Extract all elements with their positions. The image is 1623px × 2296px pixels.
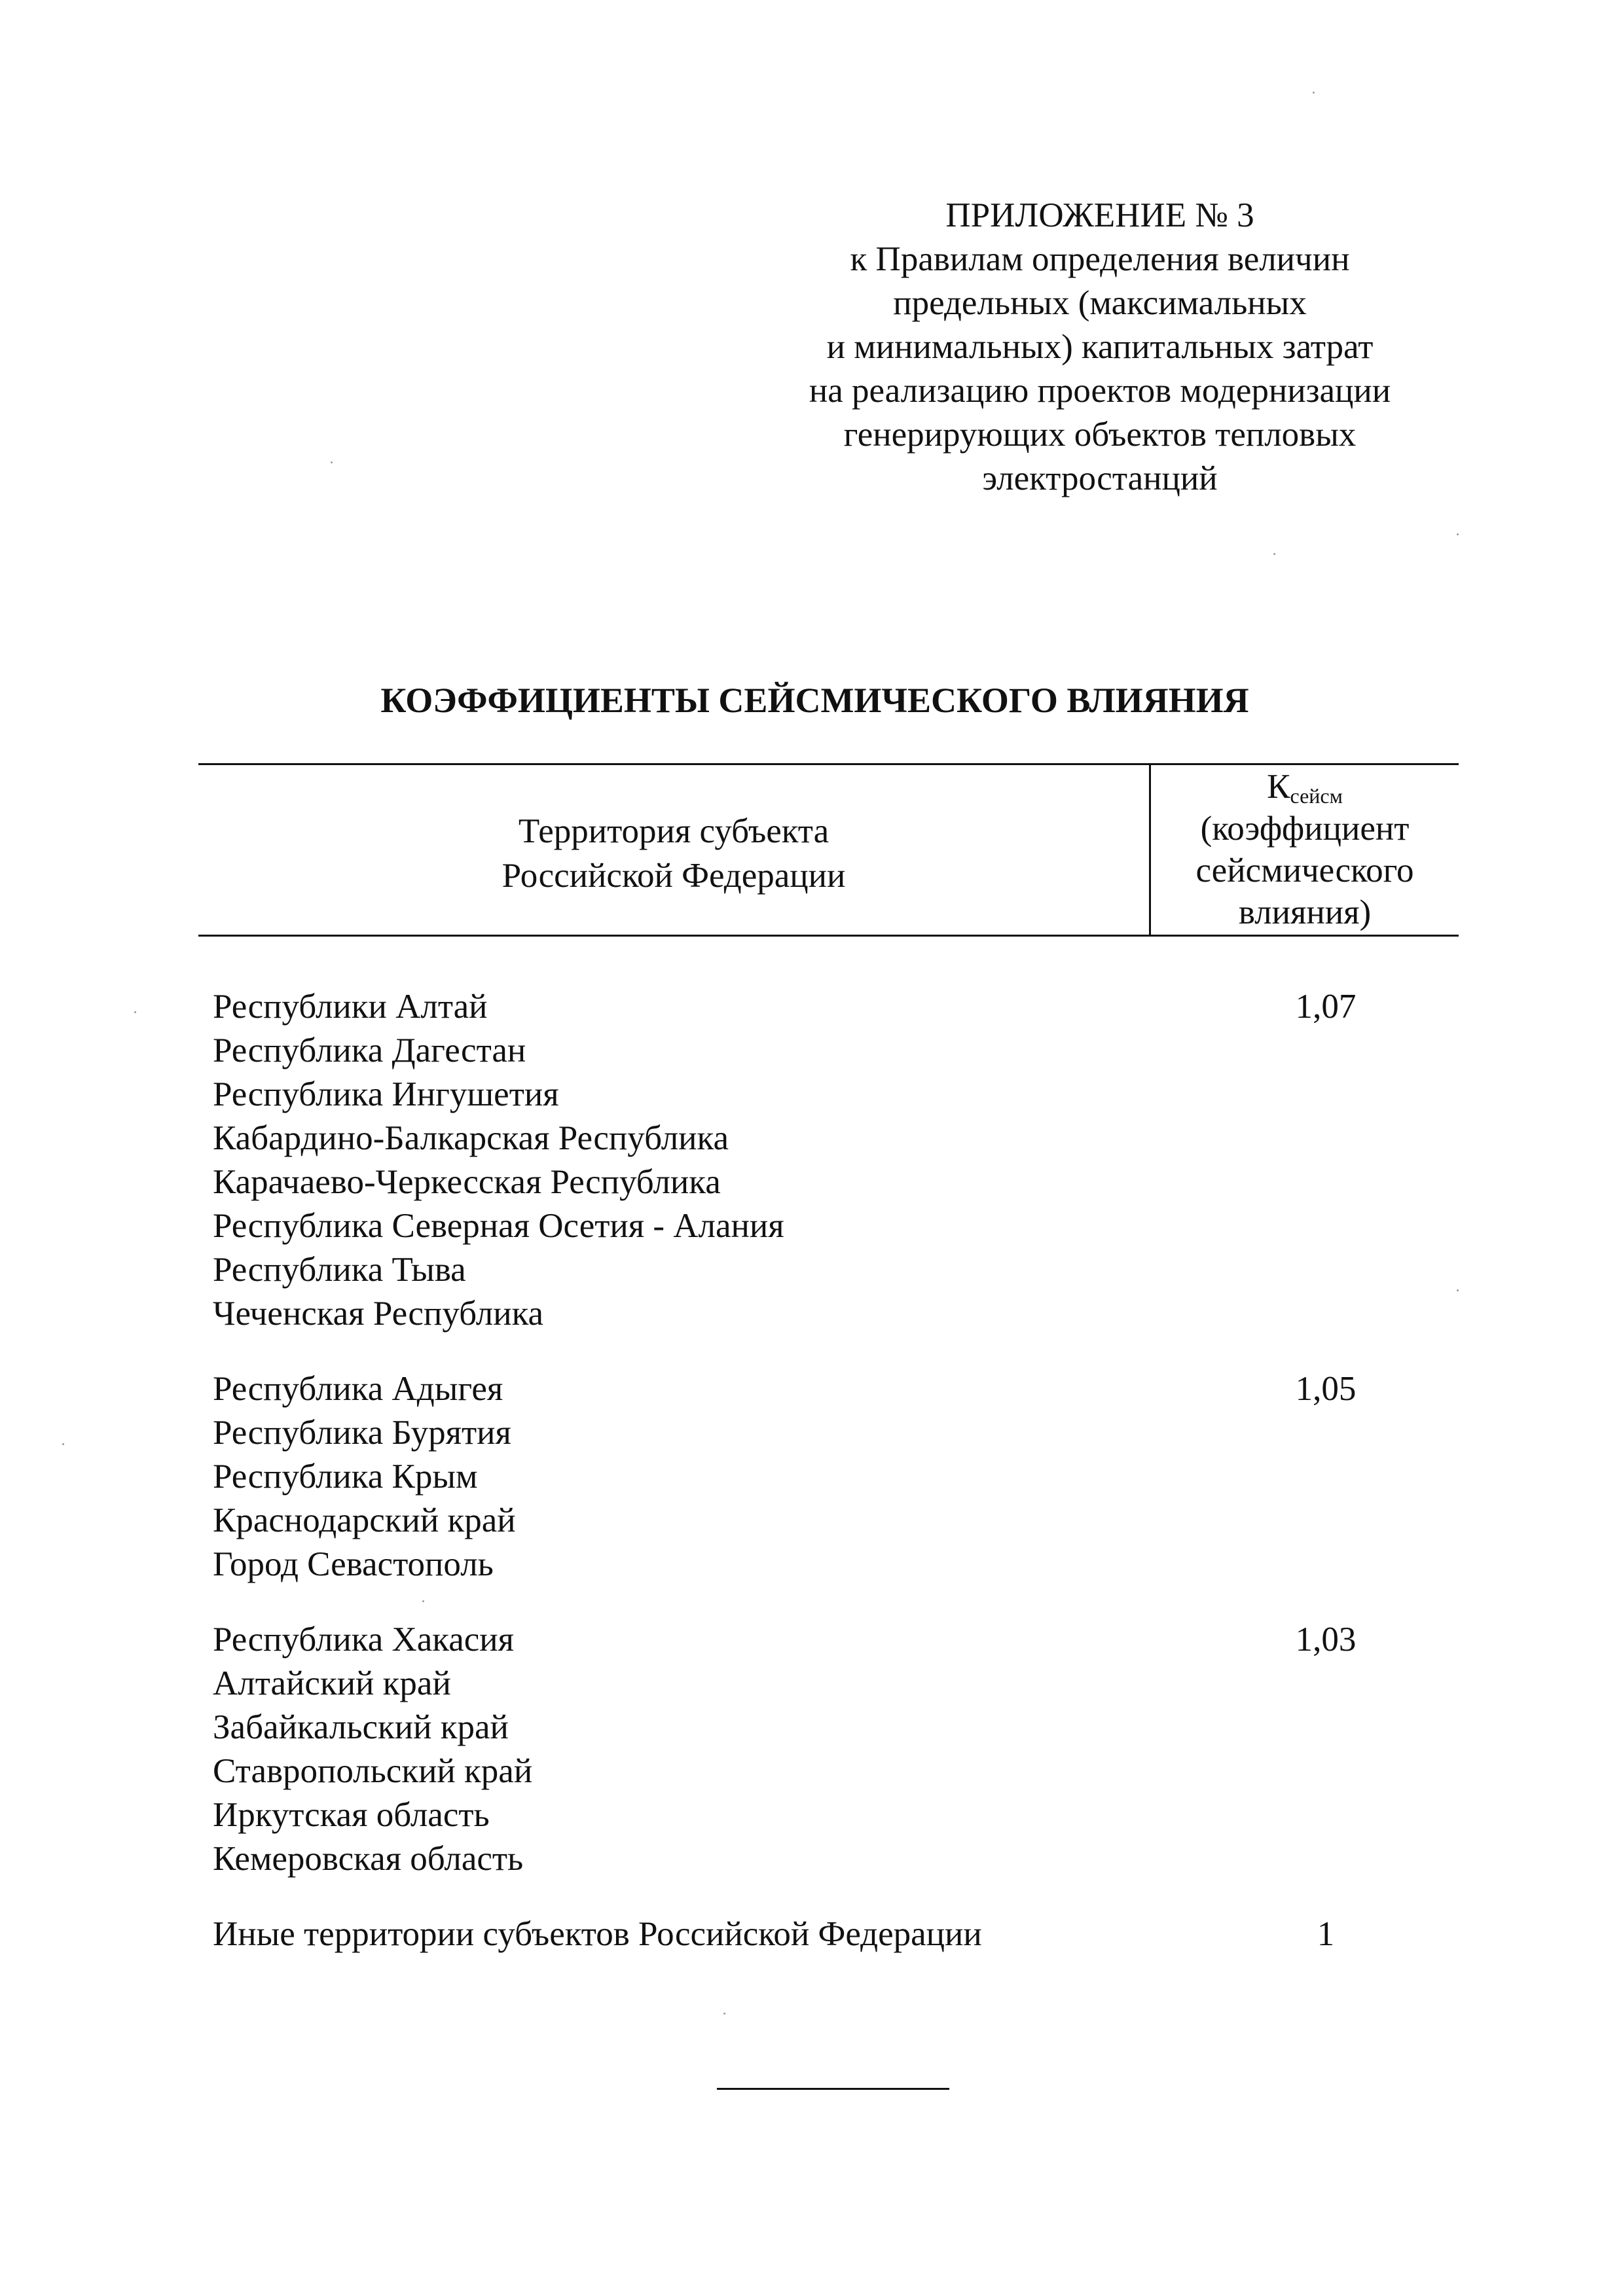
region-name: Республика Ингушетия [213,1075,559,1113]
header-coefficient-line: (коэффициент [1200,810,1410,848]
region-name: Краснодарский край [213,1501,516,1539]
region-name: Иные территории субъектов Российской Федерации [213,1915,982,1953]
header-territory-line: Российской Федерации [501,857,846,895]
region-group [213,985,1457,1336]
scan-speck [422,1600,424,1602]
region-name: Алтайский край [213,1664,451,1702]
coefficient-symbol-letter: К [1267,768,1290,806]
region-name: Республика Адыгея [213,1370,503,1408]
appendix-header [773,194,1427,501]
scan-speck [62,1443,64,1445]
scan-speck [723,2013,725,2015]
appendix-line: и минимальных) капитальных затрат [826,328,1374,366]
header-coefficient-line: сейсмического [1195,852,1414,889]
coefficient-symbol-subscript: сейсм [1290,784,1343,808]
scan-speck [1457,1289,1459,1291]
scan-speck [331,461,333,463]
scan-speck [1273,553,1275,555]
document-title: КОЭФФИЦИЕНТЫ СЕЙСМИЧЕСКОГО ВЛИЯНИЯ [380,681,1249,720]
table-header-rule [198,935,1459,937]
header-territory [198,809,1149,898]
coefficient-value: 1,05 [1295,1370,1357,1408]
region-group [213,1912,1457,1956]
coefficient-table-body [213,985,1457,1988]
region-name: Республика Крым [213,1458,478,1496]
closing-rule [717,2088,949,2090]
region-name: Республика Северная Осетия - Алания [213,1207,784,1245]
region-list [213,1618,1457,1881]
coefficient-value: 1 [1317,1915,1335,1953]
region-name: Карачаево-Черкесская Республика [213,1163,721,1201]
header-coefficient [1151,766,1459,933]
table-top-rule [198,763,1459,765]
appendix-line: электростанций [982,459,1218,497]
region-name: Республики Алтай [213,988,488,1026]
region-name: Город Севастополь [213,1545,494,1583]
coefficient-value: 1,03 [1295,1621,1357,1659]
region-name: Кабардино-Балкарская Республика [213,1119,729,1157]
coefficient-symbol [1151,766,1459,808]
coefficient-value: 1,07 [1295,988,1357,1026]
region-list [213,985,1457,1336]
region-list [213,1912,1457,1956]
region-name: Иркутская область [213,1796,490,1834]
header-territory-line: Территория субъекта [518,812,830,850]
region-name: Республика Хакасия [213,1621,515,1659]
appendix-line: на реализацию проектов модернизации [809,372,1391,410]
region-name: Ставропольский край [213,1752,533,1790]
region-name: Кемеровская область [213,1840,524,1878]
scan-speck [1313,92,1315,94]
region-list [213,1367,1457,1587]
scan-speck [1457,533,1459,535]
appendix-line: ПРИЛОЖЕНИЕ № 3 [945,196,1254,234]
header-coefficient-line: влияния) [1238,893,1372,931]
region-name: Республика Тыва [213,1251,466,1289]
appendix-line: к Правилам определения величин [850,240,1350,278]
appendix-line: предельных (максимальных [893,284,1307,322]
region-name: Республика Дагестан [213,1031,526,1069]
scan-speck [134,1011,136,1013]
region-name: Забайкальский край [213,1708,509,1746]
region-group [213,1367,1457,1587]
region-name: Чеченская Республика [213,1295,544,1333]
appendix-line: генерирующих объектов тепловых [843,416,1357,454]
region-name: Республика Бурятия [213,1414,511,1452]
region-group [213,1618,1457,1881]
